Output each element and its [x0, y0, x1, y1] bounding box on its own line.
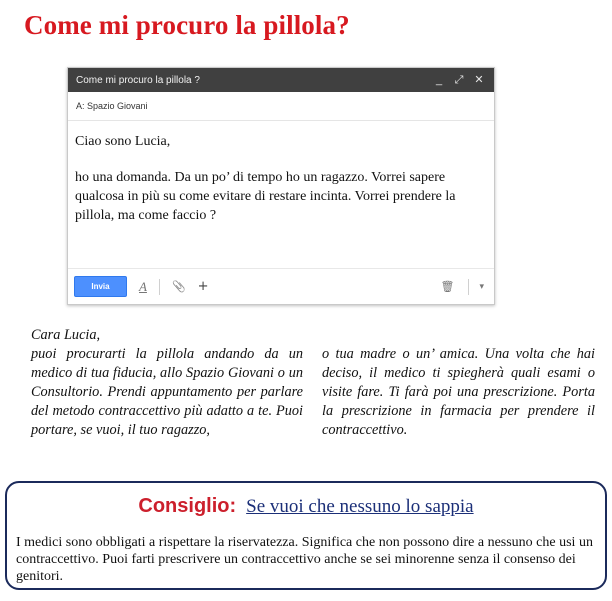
plus-icon[interactable]: + — [197, 279, 209, 294]
toolbar-divider — [159, 279, 160, 295]
minimize-icon[interactable]: _ — [435, 74, 443, 86]
email-greeting: Ciao sono Lucia, — [75, 134, 171, 149]
email-body[interactable] — [68, 121, 494, 270]
tip-link[interactable]: Se vuoi che nessuno lo sappia — [246, 496, 474, 517]
email-message: ho una domanda. Da un po’ di tempo ho un ragazzo. Vorrei sapere qualcosa in più su come evitare di restare incinta. Vorrei prendere la pillola, ma come faccio ? — [75, 170, 456, 223]
recipient-text: A: Spazio Giovani — [76, 101, 148, 111]
toolbar-divider-right — [468, 279, 469, 295]
send-button[interactable]: Invia — [74, 276, 127, 297]
page-title: Come mi procuro la pillola? — [24, 10, 350, 40]
reply-column-left — [31, 326, 303, 440]
expand-icon[interactable]: ⤢ — [454, 74, 464, 86]
reply-text-left: Cara Lucia, puoi procurarti la pillola andando da un medico di tua fiducia, allo Spazio Giovani o un Consultorio. Prendi appuntamento per parlare del metodo contraccettivo più adatto a te. Puoi portare, se vuoi, il tuo ragazzo, — [31, 327, 303, 438]
email-window-title: Come mi procuro la pillola ? — [76, 74, 200, 86]
close-icon[interactable]: ✕ — [474, 74, 484, 86]
trash-icon[interactable]: 🗑 — [440, 280, 455, 293]
attach-icon[interactable]: 📎 — [171, 280, 186, 293]
tip-text: I medici sono obbligati a rispettare la riservatezza. Significa che non possono dire a nessuno che usi un contraccettivo. Puoi farti prescrivere un contraccettivo anche se sei minorenne senza il consenso dei genitori. — [16, 535, 593, 584]
email-compose-window — [67, 67, 495, 305]
email-titlebar — [68, 68, 494, 92]
reply-column-right — [322, 345, 595, 440]
toolbar-right-group — [423, 279, 495, 295]
tip-label: Consiglio: — [138, 495, 237, 517]
tip-box — [5, 481, 607, 590]
text-format-icon[interactable]: A — [139, 278, 147, 294]
email-toolbar — [68, 268, 494, 304]
more-options-icon[interactable]: ▾ — [479, 281, 484, 292]
recipient-field[interactable] — [68, 92, 494, 121]
tip-heading — [7, 495, 605, 518]
reply-text-right: o tua madre o un’ amica. Una volta che hai deciso, il medico ti spiegherà quali esami o visite fare. Ti farà poi una prescrizione. Porta la prescrizione in farmacia per prendere il contraccettivo. — [322, 346, 595, 438]
